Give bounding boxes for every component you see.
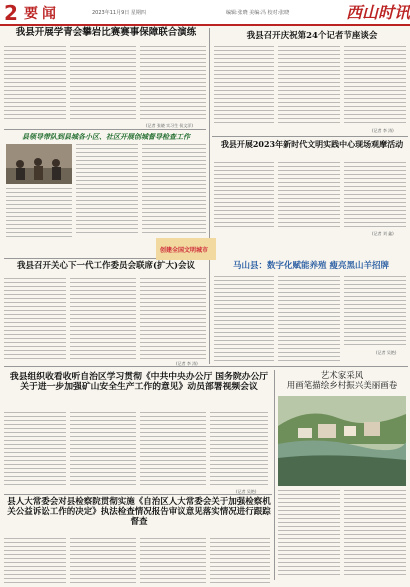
article-body <box>278 162 340 230</box>
article-body <box>214 276 274 362</box>
divider <box>4 129 206 130</box>
divider <box>4 494 272 495</box>
article-title-civilization: 我县开展2023年新时代文明实践中心现场观摩活动 <box>220 139 404 149</box>
article-photo-village <box>278 396 406 486</box>
article-body <box>344 162 406 230</box>
article-body <box>344 490 406 578</box>
article-body <box>140 412 206 488</box>
article-title-committee: 我县召开关心下一代工作委员会联席(扩大)会议 <box>16 261 196 271</box>
article-body <box>70 412 136 488</box>
article-body <box>140 278 206 360</box>
article-body <box>70 538 136 584</box>
section-name: 要闻 <box>24 6 60 22</box>
article-body <box>344 46 406 126</box>
article-title-artist: 艺术家采风 用画笔描绘乡村振兴美丽画卷 <box>286 371 398 391</box>
article-body <box>76 144 138 236</box>
article-title-journalist-day: 我县召开庆祝第24个记者节座谈会 <box>246 31 378 41</box>
article-body <box>6 188 72 240</box>
article-body <box>278 490 340 578</box>
article-credit: (记者 李 涛) <box>176 361 198 366</box>
article-title-npc: 县人大常委会对县检察院贯彻实施《自治区人大常委会关于加强检察机关公益诉讼工作的决定》执法检查情况报告审议意见落实情况进行跟踪督查 <box>7 497 271 527</box>
article-body <box>214 162 274 230</box>
article-body <box>214 46 274 126</box>
column-divider <box>209 262 210 364</box>
issue-date: 2023年11月9日 星期四 <box>92 10 146 16</box>
article-body <box>140 538 206 584</box>
article-body <box>142 144 206 236</box>
article-credit: (记者 刘 鑫) <box>372 231 394 236</box>
article-title-study-meeting: 我县组织收看收听自治区学习贯彻《中共中央办公厅 国务院办公厅关于进一步加强矿山安全生产工作的意见》动员部署视频会议 <box>9 372 269 393</box>
column-divider <box>209 28 210 263</box>
divider <box>4 366 408 367</box>
article-credit: (记者 吴艳) <box>236 489 257 494</box>
article-body <box>4 46 66 122</box>
article-credit: (记者 张晓 实习生 侯文洋) <box>146 123 193 128</box>
article-title-county-leader: 县领导带队到县城各小区、社区开展创城督导检查工作 <box>22 132 190 141</box>
article-body <box>4 538 66 584</box>
article-credit: (记者 吴艳) <box>376 350 397 355</box>
divider <box>212 136 408 137</box>
editors-line: 编辑:张晓 美编:冯 校对:张晓 <box>226 10 290 16</box>
article-credit: (记者 李 涛) <box>372 128 394 133</box>
article-body <box>210 538 270 584</box>
article-body <box>4 412 66 488</box>
article-body <box>278 276 340 362</box>
article-title-mashan: 马山县：数字化赋能养殖 瘦亮黑山羊招牌 <box>233 261 389 271</box>
article-body <box>210 412 268 488</box>
article-body <box>70 46 136 122</box>
article-title-youth-contest: 我县开展学青会攀岩比赛赛事保障联合演练 <box>15 27 197 38</box>
article-body <box>278 46 340 126</box>
article-body <box>4 278 66 360</box>
column-divider <box>274 370 275 580</box>
article-body <box>140 46 206 122</box>
article-body <box>70 278 136 360</box>
article-photo <box>6 144 72 184</box>
article-body <box>344 276 406 346</box>
banner-text: 创建全国文明城市 <box>160 247 209 254</box>
newspaper-logo: 西山时讯 <box>346 3 410 22</box>
page-number: 2 <box>4 1 18 25</box>
